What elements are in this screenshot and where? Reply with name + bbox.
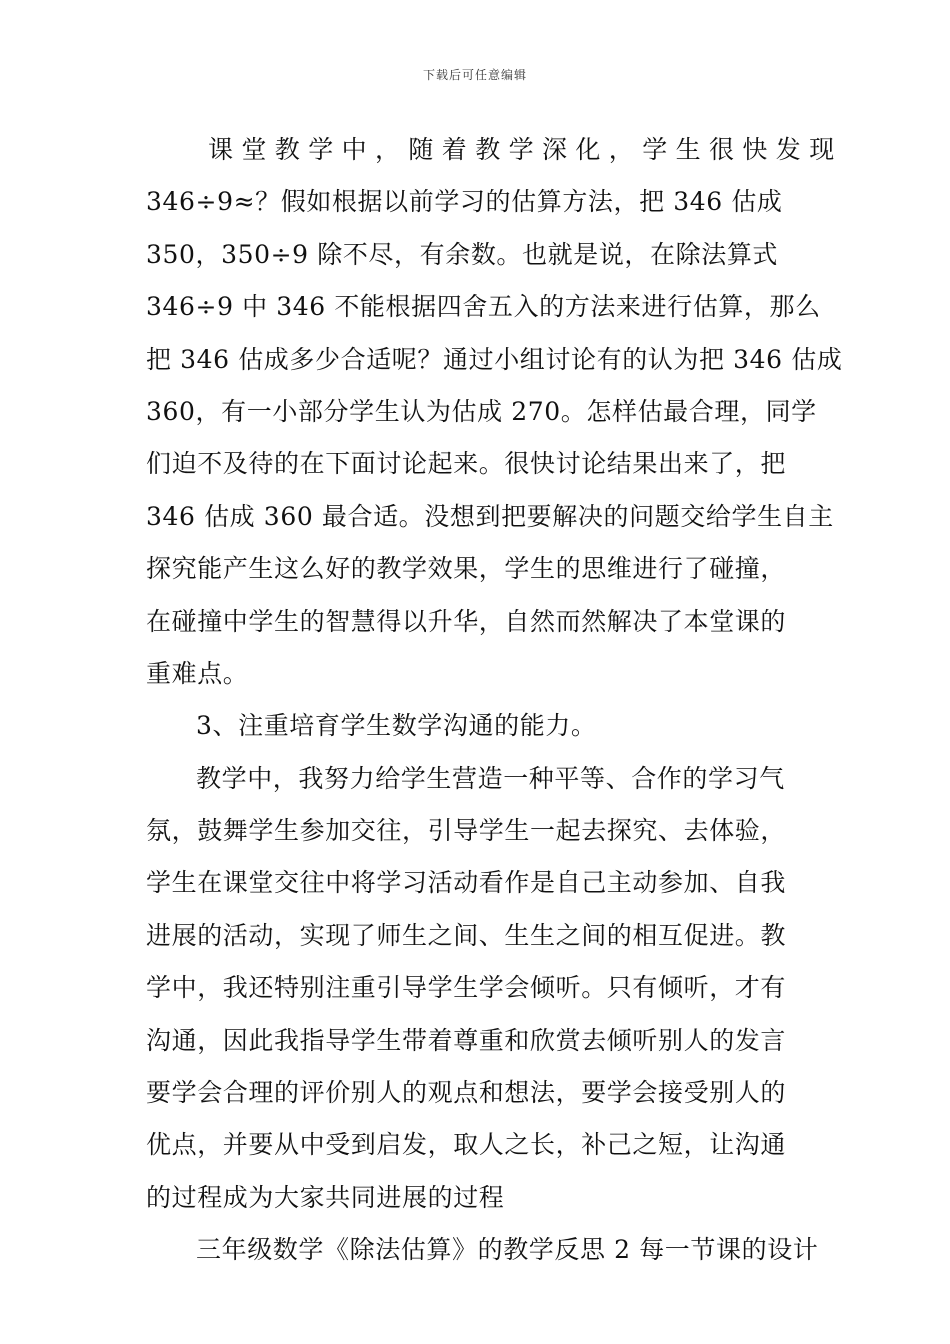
body-line: 三年级数学《除法估算》的教学反思 2 每一节课的设计 <box>196 1235 819 1265</box>
body-line: 346 估成 360 最合适。没想到把要解决的问题交给学生自主 <box>146 501 834 531</box>
body-line: 沟通，因此我指导学生带着尊重和欣赏去倾听别人的发言 <box>146 1025 787 1055</box>
body-line: 350，350÷9 除不尽，有余数。也就是说，在除法算式 <box>146 239 779 269</box>
body-line: 346÷9≈？假如根据以前学习的估算方法，把 346 估成 <box>146 187 783 217</box>
body-line: 346÷9 中 346 不能根据四舍五入的方法来进行估算，那么 <box>146 292 821 322</box>
body-line: 学生在课堂交往中将学习活动看作是自己主动参加、自我 <box>146 868 787 898</box>
body-line: 的过程成为大家共同进展的过程 <box>146 1182 505 1212</box>
body-line: 氛，鼓舞学生参加交往，引导学生一起去探究、去体验， <box>146 816 787 846</box>
body-line: 优点，并要从中受到启发，取人之长，补己之短，让沟通 <box>146 1130 787 1160</box>
section-heading: 3、注重培育学生数学沟通的能力。 <box>196 711 597 741</box>
body-line: 们迫不及待的在下面讨论起来。很快讨论结果出来了，把 <box>146 449 787 479</box>
body-line: 探究能产生这么好的教学效果，学生的思维进行了碰撞， <box>146 554 787 584</box>
body-line: 进展的活动，实现了师生之间、生生之间的相互促进。教 <box>146 920 787 950</box>
body-line: 课堂教学中，随着教学深化，学生很快发现 <box>208 135 843 164</box>
document-body <box>146 124 843 1277</box>
body-line: 在碰撞中学生的智慧得以升华，自然而然解决了本堂课的 <box>146 606 787 636</box>
body-line: 把 346 估成多少合适呢？通过小组讨论有的认为把 346 估成 <box>146 344 843 374</box>
header-note: 下载后可任意编辑 <box>422 68 527 82</box>
body-line: 重难点。 <box>146 658 249 688</box>
body-line: 教学中，我努力给学生营造一种平等、合作的学习气 <box>196 763 785 793</box>
body-line: 学中，我还特别注重引导学生学会倾听。只有倾听，才有 <box>146 973 787 1003</box>
body-line: 要学会合理的评价别人的观点和想法，要学会接受别人的 <box>146 1078 787 1108</box>
body-line: 360，有一小部分学生认为估成 270。怎样估最合理，同学 <box>146 396 817 426</box>
